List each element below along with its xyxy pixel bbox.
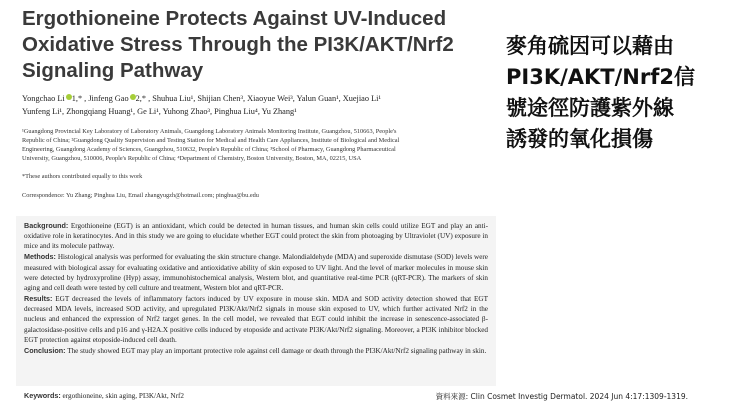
abstract-conclusion: Conclusion: The study showed EGT may play an important protective role against cell damage or death through the PI3K/Akt/Nrf2 signaling pathway in skin. (24, 345, 487, 355)
correspondence: Correspondence: Yu Zhang; Pinghua Liu, Email zhangyugzh@hotmail.com; pinghua@bu.edu (22, 192, 259, 199)
title-line: Ergothioneine Protects Against UV-Induced (22, 7, 447, 30)
author-name: Yongchao Li (22, 94, 65, 103)
affiliation-line: Republic of China; ²Guangdong Quality Supervision and Testing Station for Medical and Health Care Appliances, Institute of Biological and Medical (22, 137, 400, 144)
caption-line: 號途徑防護紫外線 (506, 96, 674, 120)
paper-header (22, 6, 502, 199)
caption-line: PI3K/AKT/Nrf2信 (506, 65, 695, 89)
abstract-box (16, 216, 496, 386)
paper-title (22, 6, 502, 84)
title-line: Oxidative Stress Through the PI3K/AKT/Nrf2 (22, 33, 454, 56)
source-citation: 資料來源: Clin Cosmet Investig Dermatol. 2024 Jun 4:17:1309-1319. (435, 392, 688, 401)
chinese-caption (506, 31, 726, 155)
abstract-methods: Methods: Histological analysis was performed for evaluating the skin structure change. Malondialdehyde (MDA) and superoxide dismutase (SOD) levels were measured with biological assay for evaluating oxidative and antioxidative ability of skin exposed to UV light. And the level of marker molecules in mouse skin were detected by hydroxyproline (Hyp) assay, immunohistochemical analysis, Western blot, and quantitative real-time PCR (qRT-PCR). The markers of skin aging and cell death were tested by cell culture and treatment, Western blot and qRT-PCR. (24, 252, 488, 292)
affiliation-line: Engineering, Guangdong Academy of Sciences, Guangzhou, 510632, People's Republic of China; ³School of Pharmacy, Guangdong Pharmaceutical (22, 146, 396, 153)
author-line: Yongchao Li 1,* , Jinfeng Gao 2,* , Shuhua Liu¹, Shijian Chen³, Xiaoyue Wei³, Yalun Guan¹, Xuejiao Li¹ (22, 94, 381, 103)
caption-line: 麥角硫因可以藉由 (506, 34, 674, 58)
author-list (22, 93, 502, 118)
keywords: Keywords: ergothioneine, skin aging, PI3K/Akt, Nrf2 (24, 391, 184, 400)
affiliation-line: University, Guangzhou, 510006, People's Republic of China; ⁴Department of Chemistry, Boston University, Boston, MA, 02215, USA (22, 155, 362, 162)
title-line: Signaling Pathway (22, 59, 204, 82)
contribution-note: *These authors contributed equally to this work (22, 173, 143, 180)
caption-line: 誘發的氧化損傷 (506, 127, 653, 151)
affiliations (22, 127, 502, 163)
abstract-results: Results: EGT decreased the levels of inflammatory factors induced by UV exposure in mouse skin. MDA and SOD activity detection showed that EGT decreased MDA levels, increased SOD activity, and upregulated PI3K/Akt/Nrf2 signals in mouse skin exposed to UV, which further activated Nrf2 in the nucleus and enhanced the expression of Nrf2 target genes. In the cell model, we revealed that EGT could inhibit the increase in senescence-associated β-galactosidase-positive cells and p16 and γ-H2A.X positive cells induced by etoposide and activate PI3K/Akt/Nrf2 signaling. Moreover, a PI3K inhibitor blocked EGT protection against etoposide-induced cell death. (24, 294, 488, 344)
abstract-background: Background: Ergothioneine (EGT) is an antioxidant, which could be detected in human tissues, and human skin cells could utilize EGT and play an anti-oxidative role in keratinocytes. And in this study we are going to elucidate whether EGT could protect the skin from photoaging by Ultraviolet (UV) exposure in mice and its molecule pathway. (24, 221, 488, 251)
author-line: Yunfeng Li¹, Zhongqiang Huang¹, Ge Li¹, Yuhong Zhao³, Pinghua Liu⁴, Yu Zhang¹ (22, 106, 297, 116)
affiliation-line: ¹Guangdong Provincial Key Laboratory of Laboratory Animals, Guangdong Laboratory Animals Monitoring Institute, Guangzhou, 510663, People's (22, 128, 397, 135)
